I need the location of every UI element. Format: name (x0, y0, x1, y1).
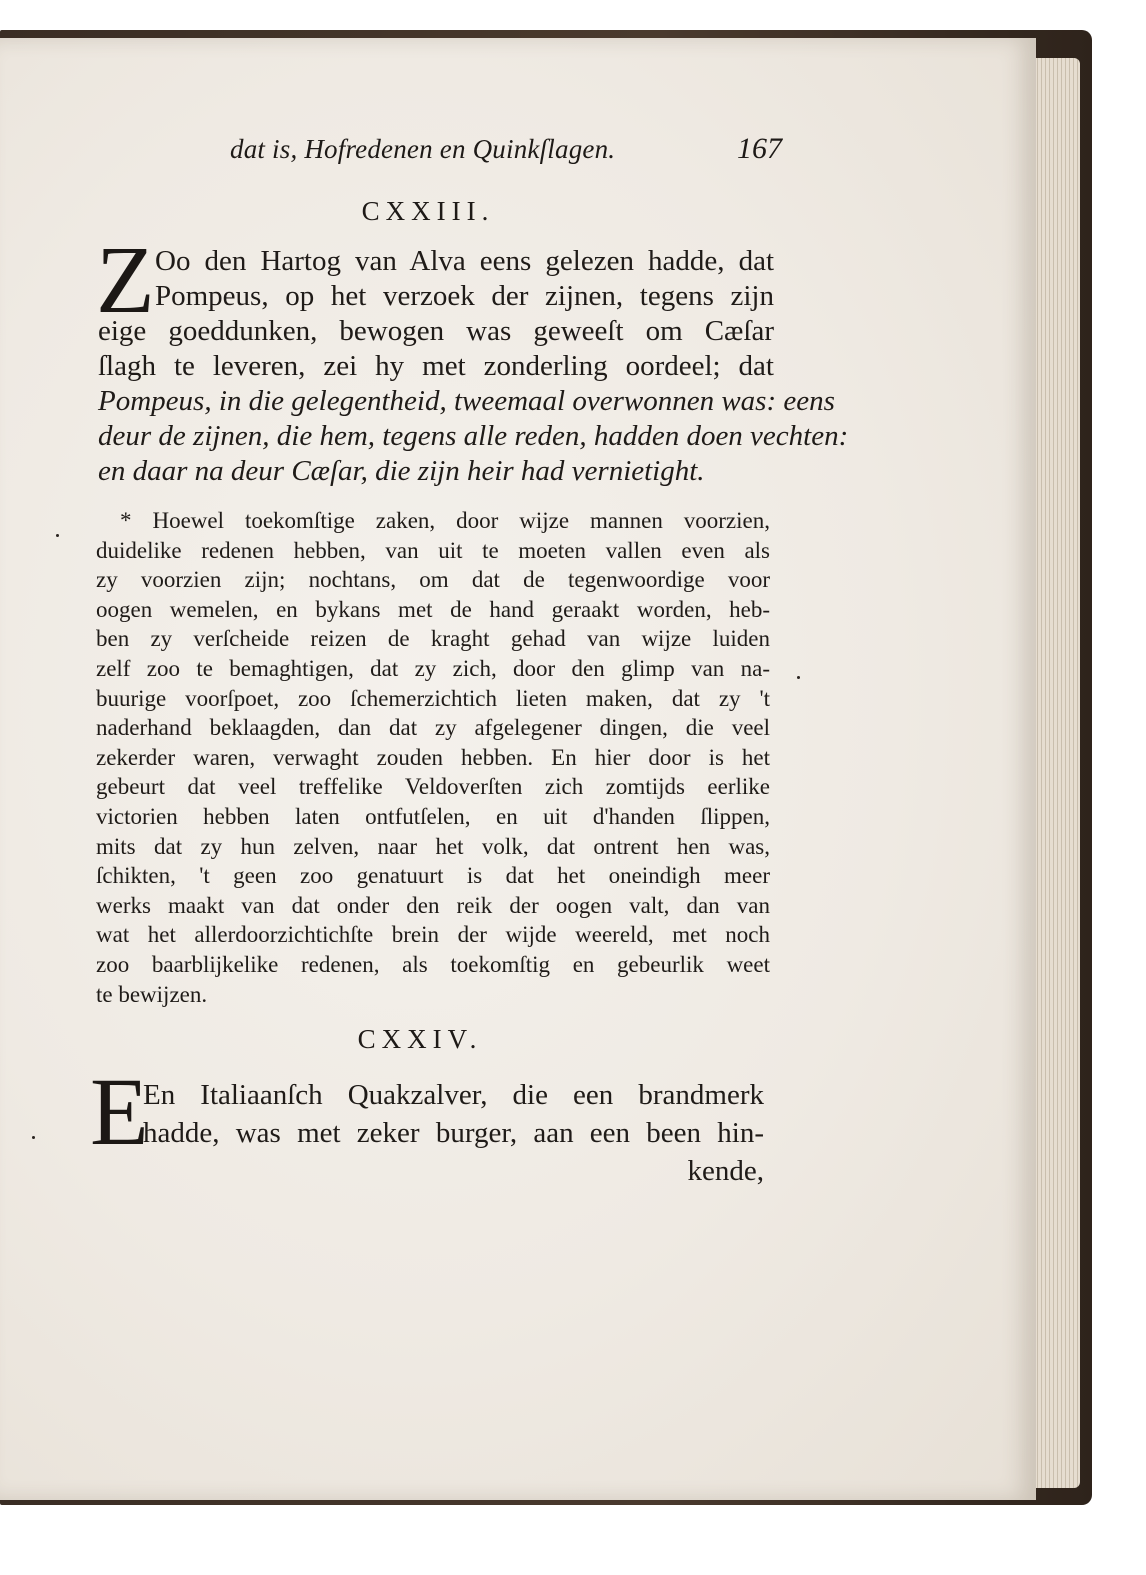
running-head (230, 134, 782, 174)
paragraph-line: Pompeus, op het verzoek der zijnen, tegens zijn (155, 280, 774, 312)
drop-cap-z: Z (96, 226, 155, 333)
paragraph-line: eige goeddunken, bewogen was geweeſt om Cæſar (98, 315, 774, 347)
section-heading-123: CXXIII. (361, 196, 495, 226)
note-line: zy voorzien zijn; nochtans, om dat de tegenwoordige voor (96, 567, 770, 593)
note-line: oogen wemelen, en bykans met de hand geraakt worden, heb- (96, 596, 770, 622)
catchword: kende, (687, 1155, 764, 1187)
note-line: mits dat zy hun zelven, naar het volk, dat ontrent hen was, (96, 833, 770, 859)
section-123-paragraph (98, 244, 849, 489)
note-line: ben zy verſcheide reizen de kraght gehad van wijze luiden (96, 626, 770, 652)
note-paragraph (96, 506, 770, 1009)
section-heading-124: CXXIV. (357, 1024, 483, 1054)
paragraph-line: ſlagh te leveren, zei hy met zonderling oordeel; dat (98, 350, 774, 382)
paragraph-line: En Italiaanſch Quakzalver, die een brandmerk (143, 1079, 764, 1111)
note-line: * Hoewel toekomſtige zaken, door wijze mannen voorzien, (120, 508, 770, 533)
paragraph-line: deur de zijnen, die hem, tegens alle reden, hadden doen vechten: (98, 420, 849, 452)
paper-speck (797, 676, 800, 679)
running-head-title: dat is, Hofredenen en Quinkſlagen. (230, 134, 616, 164)
note-line: wat het allerdoorzichtichſte brein der wijde weereld, met noch (96, 922, 770, 948)
paragraph-line: hadde, was met zeker burger, aan een been hin- (143, 1117, 764, 1149)
note-line: ſchikten, 't geen zoo genatuurt is dat het oneindigh meer (96, 863, 770, 889)
note-line: naderhand beklaagden, dan dat zy afgelegener dingen, die veel (96, 715, 770, 741)
note-line: zoo baarblijkelike redenen, als toekomſtig en gebeurlik weet (96, 951, 770, 977)
paragraph-line: Pompeus, in die gelegentheid, tweemaal overwonnen was: eens (98, 385, 835, 417)
note-line: zelf zoo te bemaghtigen, dat zy zich, door den glimp van na- (96, 655, 770, 681)
note-line: gebeurt dat veel treffelike Veldoverſten zich zomtijds eerlike (96, 774, 770, 800)
paragraph-line: Oo den Hartog van Alva eens gelezen hadde, dat (155, 245, 774, 277)
note-line: te bewijzen. (96, 981, 208, 1007)
drop-cap-e: E (90, 1058, 149, 1165)
paragraph-line: en daar na deur Cæſar, die zijn heir had vernietight. (98, 455, 705, 487)
paper-speck (32, 1136, 35, 1139)
note-line: werks maakt van dat onder den reik der oogen valt, dan van (96, 892, 770, 918)
page-number: 167 (737, 132, 782, 165)
note-line: victorien hebben laten ontfutſelen, en uit d'handen ſlippen, (96, 803, 770, 829)
paper-speck (56, 534, 59, 537)
note-line: zekerder waren, verwaght zouden hebben. En hier door is het (96, 744, 770, 770)
note-line: duidelike redenen hebben, van uit te moeten vallen even als (96, 537, 770, 563)
section-124-paragraph (98, 1076, 764, 1190)
note-line: buurige voorſpoet, zoo ſchemerzichtich lieten maken, dat zy 't (96, 685, 770, 711)
